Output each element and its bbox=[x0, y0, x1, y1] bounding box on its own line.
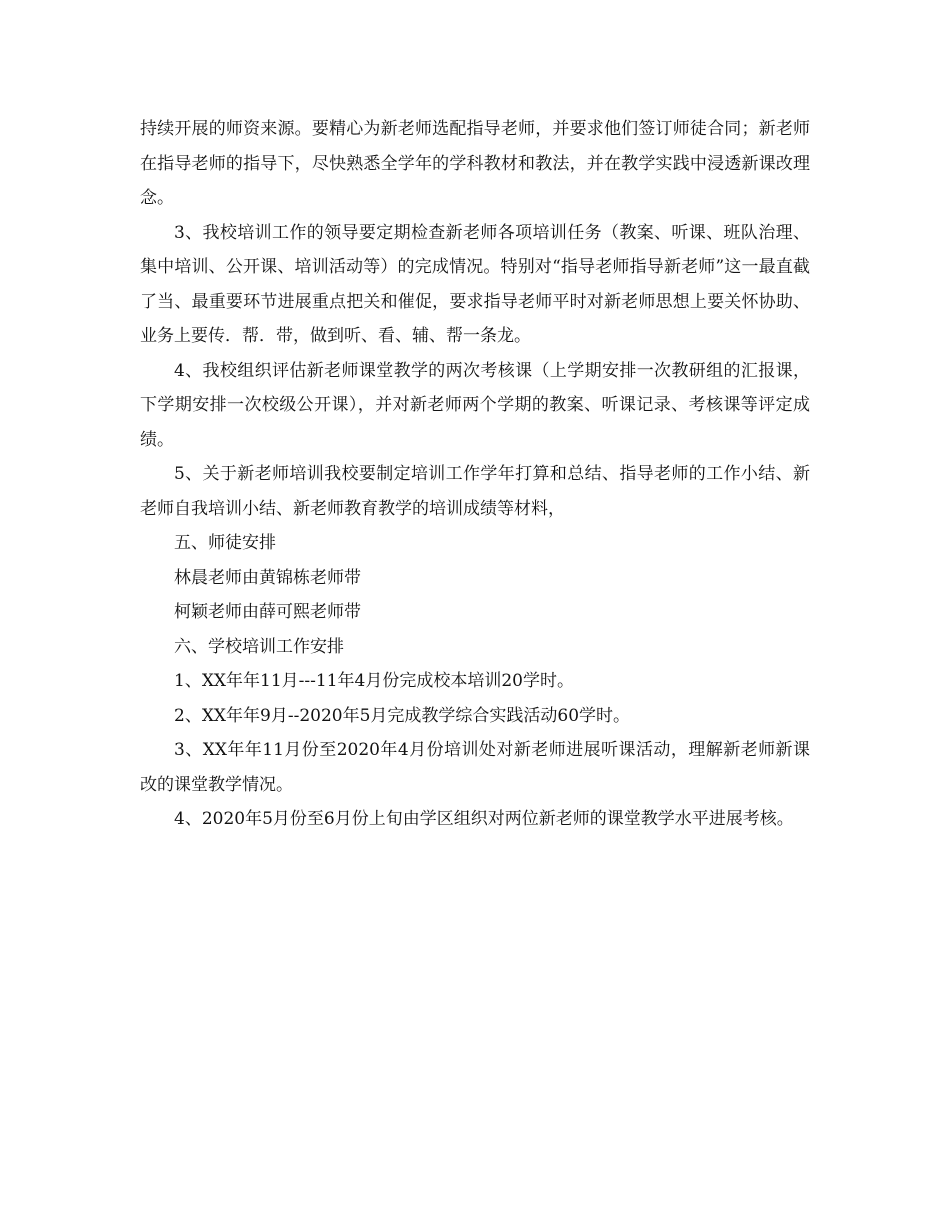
schedule-item: 3、XX年年11月份至2020年4月份培训处对新老师进展听课活动，理解新老师新课改的课堂教学情况。 bbox=[140, 740, 810, 795]
document-body bbox=[140, 112, 810, 837]
section-heading-training-schedule: 六、学校培训工作安排 bbox=[174, 636, 344, 657]
schedule-item: 2、XX年年9月--2020年5月完成教学综合实践活动60学时。 bbox=[174, 705, 631, 726]
paragraph-item-3: 3、我校培训工作的领导要定期检查新老师各项培训任务（教案、听课、班队治理、集中培训、公开课、培训活动等）的完成情况。特别对“指导老师指导新老师”这一最直截了当、最重要环节进展重点把关和催促，要求指导老师平时对新老师思想上要关怀协助、业务上要传．帮．带，做到听、看、辅、帮一条龙。 bbox=[140, 222, 810, 346]
paragraph-item-4: 4、我校组织评估新老师课堂教学的两次考核课（上学期安排一次教研组的汇报课，下学期安排一次校级公开课），并对新老师两个学期的教案、听课记录、考核课等评定成绩。 bbox=[140, 360, 810, 450]
schedule-item: 1、XX年年11月---11年4月份完成校本培训20学时。 bbox=[174, 671, 574, 691]
mentorship-item: 柯颖老师由薛可熙老师带 bbox=[174, 602, 361, 622]
mentorship-item: 林晨老师由黄锦栋老师带 bbox=[174, 567, 361, 588]
paragraph-teacher-source: 持续开展的师资来源。要精心为新老师选配指导老师，并要求他们签订师徒合同；新老师在指导老师的指导下，尽快熟悉全学年的学科教材和教法，并在教学实践中浸透新课改理念。 bbox=[140, 119, 810, 208]
paragraph-item-5: 5、关于新老师培训我校要制定培训工作学年打算和总结、指导老师的工作小结、新老师自我培训小结、新老师教育教学的培训成绩等材料， bbox=[140, 464, 810, 519]
section-heading-mentorship: 五、师徒安排 bbox=[174, 533, 276, 553]
schedule-item: 4、2020年5月份至6月份上旬由学区组织对两位新老师的课堂教学水平进展考核。 bbox=[174, 809, 794, 829]
